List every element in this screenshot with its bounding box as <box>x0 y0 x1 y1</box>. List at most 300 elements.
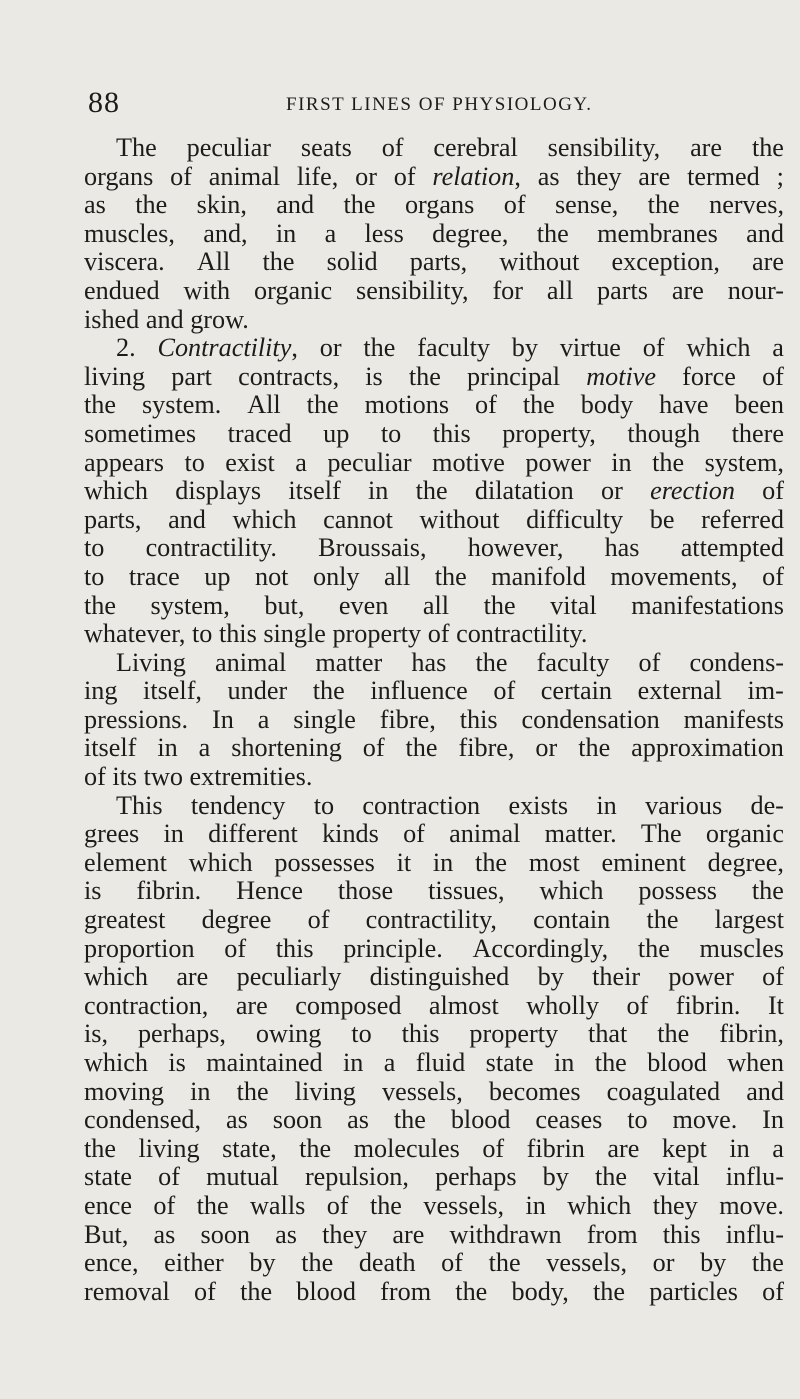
word: But, <box>84 1219 129 1249</box>
word: of <box>84 762 106 792</box>
word: of <box>762 476 784 506</box>
word: tissues, <box>428 876 505 906</box>
word: maintained <box>206 1048 323 1077</box>
word: In <box>762 1105 784 1135</box>
word: which <box>84 962 148 992</box>
text-line <box>84 534 784 563</box>
word: this <box>218 619 257 649</box>
word: matter. <box>544 819 617 849</box>
word: ence, <box>84 1248 139 1278</box>
word: Accordingly, <box>472 933 609 963</box>
word: they <box>576 161 622 191</box>
word: exists <box>508 790 569 820</box>
word: fibre, <box>379 704 436 734</box>
word: This <box>116 790 163 820</box>
word: eminent <box>601 847 686 877</box>
word: of <box>475 390 497 420</box>
word: either <box>164 1248 224 1278</box>
word: living <box>138 1133 200 1163</box>
word: this <box>401 1019 440 1049</box>
word: motive <box>432 447 505 477</box>
word: to <box>184 447 205 477</box>
word: manifestations <box>631 590 784 620</box>
text-line <box>84 1049 784 1078</box>
word: system, <box>704 447 784 477</box>
word: mutual <box>206 1162 279 1192</box>
word: the <box>408 361 441 391</box>
word: contraction <box>362 790 481 820</box>
word: peculiarly <box>236 962 342 992</box>
word: all <box>384 561 411 591</box>
word: are <box>235 990 268 1020</box>
word: motive <box>586 361 657 391</box>
word: wholly <box>526 990 599 1020</box>
word: the <box>483 590 516 620</box>
word: this <box>662 1219 701 1249</box>
word: parts, <box>409 247 468 277</box>
word: possesses <box>274 847 375 877</box>
word: traced <box>227 418 292 448</box>
word: under <box>227 676 288 706</box>
word: to <box>351 1019 372 1049</box>
word: a <box>295 447 307 477</box>
word: possess <box>638 876 717 906</box>
text-line <box>84 420 784 449</box>
word: owing <box>255 1019 322 1049</box>
word: the <box>135 190 168 220</box>
word: state <box>485 1048 534 1077</box>
word: various <box>645 790 723 820</box>
word: however, <box>467 533 564 563</box>
word: of <box>626 990 649 1020</box>
word: a <box>324 218 337 248</box>
word: tendency <box>190 790 286 820</box>
word: in <box>163 819 184 849</box>
text-line <box>84 649 784 678</box>
word: of <box>441 1248 463 1278</box>
word: referred <box>701 504 784 534</box>
word: are <box>638 161 671 191</box>
text-line <box>84 563 784 592</box>
word: of <box>224 933 247 963</box>
word: the <box>84 590 116 620</box>
word: by <box>542 1162 569 1192</box>
word: with <box>183 275 231 305</box>
word: which <box>686 333 751 363</box>
word: of <box>194 1276 216 1306</box>
word: in <box>729 1133 750 1163</box>
word: molecules <box>353 1133 460 1163</box>
word: membranes <box>597 218 718 248</box>
word: those <box>337 876 394 906</box>
word: of <box>170 161 192 191</box>
word: is <box>168 1048 186 1077</box>
word: of <box>482 1133 505 1163</box>
word: as <box>347 1105 369 1135</box>
word: or <box>601 476 623 506</box>
word: The <box>640 819 682 849</box>
word: of <box>642 333 665 363</box>
word: the <box>751 876 784 906</box>
word: single <box>263 619 326 649</box>
word: are <box>176 962 209 992</box>
text-line <box>84 1163 784 1192</box>
word: withdrawn <box>449 1219 562 1249</box>
word: almost <box>428 990 499 1020</box>
word: trace <box>128 561 180 591</box>
word: of <box>403 819 425 849</box>
word: skin, <box>196 190 247 220</box>
word: of <box>381 133 404 162</box>
word: the <box>84 1133 116 1163</box>
word: of <box>493 676 516 706</box>
word: influ- <box>725 1219 784 1249</box>
word: only <box>312 561 360 591</box>
word: there <box>731 418 784 448</box>
word: walls <box>250 1190 306 1220</box>
word: matter <box>315 647 383 677</box>
text-line <box>84 1221 784 1250</box>
word: nerves, <box>709 190 784 220</box>
word: becomes <box>488 1076 581 1106</box>
word: cerebral <box>433 133 518 162</box>
word: are <box>392 1219 425 1249</box>
word: viscera. <box>84 247 165 277</box>
word: whatever, <box>84 619 186 649</box>
word: which <box>232 504 297 534</box>
word: life, <box>296 161 339 191</box>
word: a <box>772 333 784 363</box>
text-line <box>84 391 784 420</box>
word: muscles <box>699 933 784 963</box>
word: sense, <box>554 190 619 220</box>
word: the <box>646 905 679 935</box>
word: the <box>594 1048 627 1077</box>
word: kept <box>661 1133 707 1163</box>
word: and <box>746 218 784 248</box>
word: extremities. <box>189 762 313 792</box>
text-line <box>84 306 784 335</box>
word: sometimes <box>84 418 197 448</box>
word: state, <box>222 1133 277 1163</box>
word: though <box>627 418 701 448</box>
word: contractility. <box>456 619 588 649</box>
word: as <box>226 1105 248 1135</box>
word: termed <box>687 161 760 191</box>
word: in <box>157 733 178 763</box>
word: fluid <box>415 1048 466 1077</box>
word: the <box>299 1133 332 1163</box>
text-line <box>84 220 784 249</box>
word: the <box>536 218 569 248</box>
word: solid <box>326 247 378 277</box>
word: principal <box>467 361 561 391</box>
word: part <box>171 361 212 391</box>
word: move. <box>672 1105 738 1135</box>
word: property, <box>502 418 596 448</box>
word: by <box>511 333 538 363</box>
word: organic <box>254 275 333 305</box>
word: element <box>84 847 167 877</box>
word: which <box>188 847 253 877</box>
word: be <box>649 504 675 534</box>
word: grees <box>84 819 140 849</box>
word: for <box>492 275 523 305</box>
word: approximation <box>631 733 784 763</box>
word: to <box>84 561 105 591</box>
word: the <box>262 247 295 277</box>
word: external <box>637 676 722 706</box>
word: as <box>275 1219 297 1249</box>
word: this <box>459 704 498 734</box>
word: in <box>367 476 389 506</box>
word: this <box>432 418 471 448</box>
word: living <box>294 1076 356 1106</box>
word: organs <box>84 161 154 191</box>
word: fibrin. <box>675 990 741 1020</box>
word: difficulty <box>526 504 624 534</box>
text-line <box>84 963 784 992</box>
word: the <box>434 561 467 591</box>
word: the <box>522 390 555 420</box>
word: 2. <box>116 333 136 363</box>
word: faculty <box>417 333 490 363</box>
word: the <box>594 1162 627 1192</box>
word: contain <box>533 905 611 935</box>
word: largest <box>714 905 784 935</box>
word: degree, <box>707 847 784 877</box>
word: pressions. <box>84 704 189 734</box>
text-line <box>84 449 784 478</box>
word: soon <box>272 1105 323 1135</box>
word: organs <box>404 190 475 220</box>
word: and <box>145 304 184 334</box>
word: animal <box>208 161 281 191</box>
word: exist <box>225 447 275 477</box>
word: have <box>659 390 709 420</box>
word: attempted <box>680 533 784 563</box>
word: are <box>671 275 704 305</box>
text-line <box>84 592 784 621</box>
text-line <box>84 1106 784 1135</box>
text-line <box>84 363 784 392</box>
word: even <box>338 590 389 620</box>
word: to <box>192 619 213 649</box>
word: in <box>275 218 297 248</box>
word: as <box>153 1219 176 1249</box>
word: cannot <box>323 504 393 534</box>
word: to <box>84 533 105 563</box>
text-line <box>84 506 784 535</box>
word: condens- <box>689 647 784 677</box>
word: fibre, <box>458 733 515 763</box>
word: organic <box>705 819 784 849</box>
text-line <box>84 849 784 878</box>
word: a <box>383 1048 396 1077</box>
text-line <box>84 1020 784 1049</box>
word: of <box>762 561 784 591</box>
text-line <box>84 1278 784 1307</box>
text-line <box>84 763 784 792</box>
word: the <box>652 447 685 477</box>
text-line <box>84 620 784 649</box>
word: state <box>84 1162 132 1192</box>
word: is <box>84 876 102 906</box>
word: the <box>405 733 438 763</box>
word: fibrin, <box>719 1019 784 1049</box>
word: influence <box>370 676 468 706</box>
word: soon <box>200 1219 251 1249</box>
word: is, <box>84 1019 109 1049</box>
word: parts <box>597 275 648 305</box>
word: im- <box>747 676 784 706</box>
word: shortening <box>231 733 342 763</box>
word: influ- <box>725 1162 784 1192</box>
word: in <box>190 1076 211 1106</box>
word: the <box>196 1190 229 1220</box>
word: the <box>312 676 345 706</box>
word: dilatation <box>474 476 574 506</box>
word: living <box>84 361 146 391</box>
word: of <box>153 1190 176 1220</box>
word: kinds <box>322 819 379 849</box>
word: coagulated <box>606 1076 721 1106</box>
word: system, <box>150 590 230 620</box>
text-line <box>84 992 784 1021</box>
word: the <box>592 1276 625 1306</box>
word: power <box>668 962 734 992</box>
word: vessels, <box>423 1190 505 1220</box>
text-line <box>84 935 784 964</box>
text-line <box>84 163 784 192</box>
word: the <box>475 847 508 877</box>
word: Hence <box>236 876 303 906</box>
word: the <box>415 476 448 506</box>
word: which <box>567 1190 632 1220</box>
word: of <box>762 962 784 992</box>
word: of <box>158 1162 180 1192</box>
word: sensibility, <box>547 133 661 162</box>
word: parts, <box>84 504 142 534</box>
word: to <box>627 1105 648 1135</box>
word: of <box>362 733 385 763</box>
word: movements, <box>610 561 738 591</box>
word: by <box>249 1248 276 1278</box>
word: degree, <box>432 218 509 248</box>
word: the <box>657 1019 690 1049</box>
word: itself <box>84 733 137 763</box>
running-head: FIRST LINES OF PHYSIOLOGY. <box>286 94 593 115</box>
word: vital <box>550 590 597 620</box>
word: composed <box>295 990 402 1020</box>
word: move. <box>719 1190 784 1220</box>
word: they <box>322 1219 368 1249</box>
word: and <box>746 1076 784 1106</box>
word: or <box>319 333 342 363</box>
page-number: 88 <box>88 86 120 119</box>
text-line <box>84 1249 784 1278</box>
text-line <box>84 248 784 277</box>
text-line <box>84 334 784 363</box>
word: of <box>393 161 416 191</box>
word: degree <box>201 905 272 935</box>
word: different <box>208 819 298 849</box>
word: they <box>652 1190 698 1220</box>
word: It <box>767 990 784 1020</box>
word: death <box>358 1248 416 1278</box>
word: itself <box>288 476 341 506</box>
word: of <box>503 190 526 220</box>
text-line <box>84 134 784 163</box>
word: the <box>637 933 670 963</box>
word: perhaps, <box>137 1019 226 1049</box>
word: or <box>535 733 558 763</box>
word: contractility. <box>145 533 277 563</box>
word: muscles, <box>84 218 175 248</box>
word: up <box>323 418 350 448</box>
word: in <box>432 847 454 877</box>
word: Living <box>116 647 186 677</box>
word: of <box>326 1190 349 1220</box>
word: without <box>419 504 500 534</box>
word: two <box>143 762 183 792</box>
word: and <box>276 190 315 220</box>
word: a <box>257 704 270 734</box>
word: fibrin <box>526 1133 585 1163</box>
word: ished <box>84 304 140 334</box>
word: removal <box>84 1276 170 1306</box>
text-line <box>84 706 784 735</box>
word: are <box>752 247 784 277</box>
word: appears <box>84 447 164 477</box>
word: of <box>638 647 661 677</box>
word: of <box>762 361 784 391</box>
word: Broussais, <box>318 533 427 563</box>
word: seats <box>300 133 352 162</box>
word: in <box>554 1048 575 1077</box>
word: and, <box>203 218 248 248</box>
word: greatest <box>84 905 166 935</box>
word: the <box>578 733 611 763</box>
word: of <box>307 905 330 935</box>
word: The <box>116 133 157 162</box>
text-line <box>84 191 784 220</box>
word: peculiar <box>327 447 412 477</box>
word: nour- <box>727 275 784 305</box>
word: the <box>751 133 784 162</box>
word: the <box>306 390 339 420</box>
word: ing <box>84 676 118 706</box>
word: are <box>607 1133 640 1163</box>
word: less <box>364 218 404 248</box>
word: blood <box>296 1276 356 1306</box>
word: all <box>546 275 574 305</box>
text-line <box>84 1078 784 1107</box>
word: the <box>84 390 116 420</box>
word: manifold <box>491 561 586 591</box>
word: without <box>499 247 580 277</box>
word: the <box>236 1076 269 1106</box>
word: distinguished <box>369 962 510 992</box>
word: condensation <box>521 704 660 734</box>
word: the <box>393 1105 426 1135</box>
word: are <box>690 133 723 162</box>
word: a <box>772 1133 784 1163</box>
word: particles <box>649 1276 738 1306</box>
word: manifests <box>683 704 784 734</box>
word: animal <box>449 819 521 849</box>
word: from <box>586 1219 638 1249</box>
